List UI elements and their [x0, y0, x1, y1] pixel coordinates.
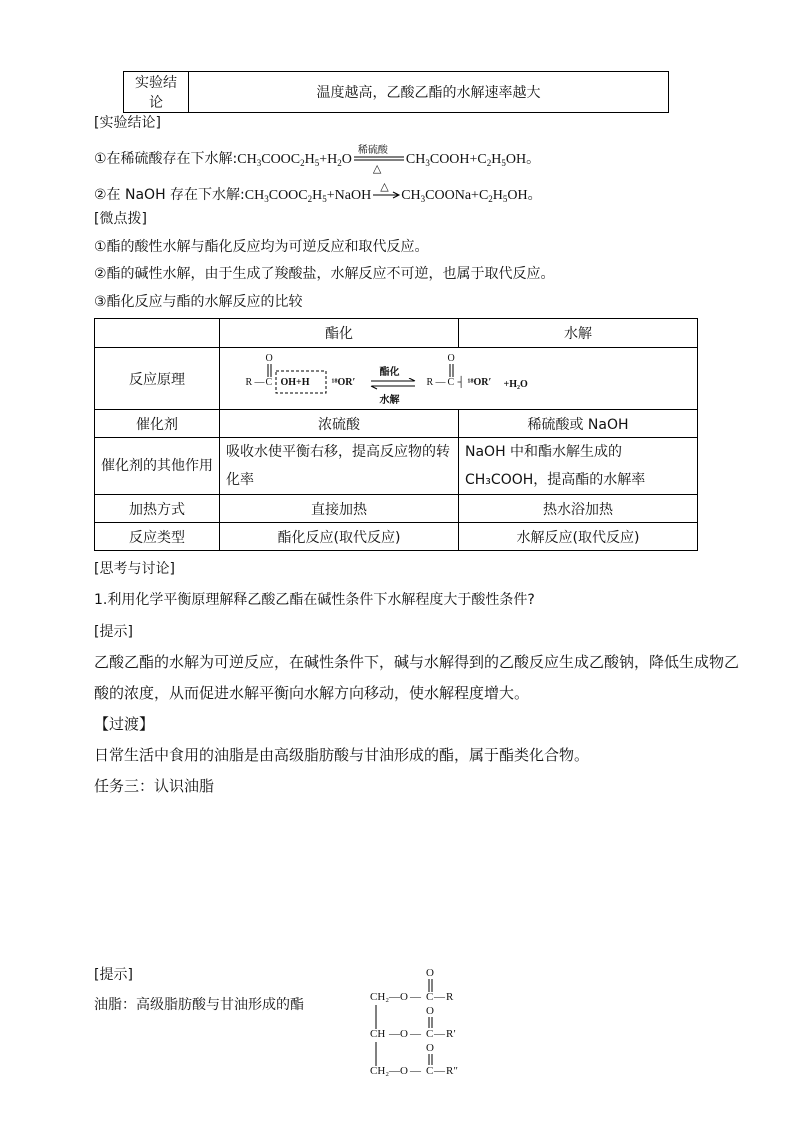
- ch-middle: CH: [370, 1028, 386, 1040]
- answer-line-2: 酸的浓度，从而促进水解平衡向水解方向移动，使水解程度增大。: [94, 684, 530, 702]
- scheme-left-or: ¹⁸OR′: [331, 376, 356, 388]
- tip-3: ③酯化反应与酯的水解反应的比较: [94, 294, 303, 310]
- header-hydrolysis: 水解: [459, 319, 698, 348]
- double-bond-icon: [446, 363, 458, 379]
- other-role-hydrolysis-line1: NaOH 中和酯水解生成的: [465, 444, 623, 460]
- other-role-esterification: 吸收水使平衡右移，提高反应物的转化率: [220, 438, 459, 495]
- fat-definition: 油脂：高级脂肪酸与甘油形成的酯: [94, 997, 304, 1013]
- tip-1: ①酯的酸性水解与酯化反应均为可逆反应和取代反应。: [94, 239, 429, 255]
- type-esterification: 酯化反应(取代反应): [220, 523, 459, 551]
- question-1: 1.利用化学平衡原理解释乙酸乙酯在碱性条件下水解程度大于酸性条件?: [94, 592, 535, 608]
- comparison-table: [94, 318, 698, 551]
- eq1-condition-bottom: △: [372, 162, 382, 175]
- scheme-right-c: C: [447, 376, 455, 388]
- eq2-arrow: [371, 180, 401, 205]
- bond-line-icon: [374, 1005, 378, 1029]
- scheme-right-o: O: [447, 352, 455, 364]
- task-3-title: 任务三：认识油脂: [94, 777, 215, 795]
- eq2-right: $CH_3COONa+C_2H_5OH$。: [401, 188, 542, 204]
- scheme-right-or: ¹⁸OR′: [467, 376, 492, 388]
- transition-text: 日常生活中食用的油脂是由高级脂肪酸与甘油形成的酯，属于酯类化合物。: [94, 746, 590, 764]
- ch2-bottom: CH₂: [370, 1065, 390, 1077]
- section-transition: 【过渡】: [94, 715, 155, 733]
- scheme-arrow-bottom: 水解: [379, 394, 400, 406]
- eq2-prefix: ②在 NaOH 存在下水解:: [94, 187, 245, 203]
- equilibrium-arrow-icon: [369, 378, 417, 390]
- tip-2: ②酯的碱性水解，由于生成了羧酸盐，水解反应不可逆，也属于取代反应。: [94, 266, 555, 282]
- r-group-1: R: [446, 991, 454, 1003]
- section-tips: [微点拨]: [94, 211, 147, 227]
- row-label-catalyst: 催化剂: [95, 410, 220, 438]
- heating-esterification: 直接加热: [220, 495, 459, 523]
- section-conclusion: [实验结论]: [94, 115, 161, 131]
- scheme-right-r: R: [426, 376, 434, 388]
- row-label-type: 反应类型: [95, 523, 220, 551]
- section-discussion: [思考与讨论]: [94, 561, 175, 577]
- other-role-hydrolysis: [459, 438, 698, 495]
- eq1-right: $CH_3COOH+C_2H_5OH$。: [405, 152, 541, 168]
- catalyst-hydrolysis: 稀硫酸或 NaOH: [459, 410, 698, 438]
- equation-acid-hydrolysis: [94, 145, 541, 175]
- scheme-oh-h: OH+H: [280, 376, 310, 388]
- equation-base-hydrolysis: [94, 180, 542, 206]
- type-hydrolysis: 水解反应(取代反应): [459, 523, 698, 551]
- conclusion-value: 温度越高，乙酸乙酯的水解速率越大: [189, 72, 669, 113]
- section-hint-2: [提示]: [94, 967, 133, 983]
- other-role-hydrolysis-line2: CH₃COOH，提高酯的水解率: [465, 472, 646, 488]
- reaction-scheme: R — C O OH+H ¹⁸OR′ 酯化 水解 R — C O ┤ ¹⁸OR′ +H₂O: [220, 348, 698, 410]
- table-corner: [95, 319, 220, 348]
- catalyst-esterification: 浓硫酸: [220, 410, 459, 438]
- eq1-prefix: ①在稀硫酸存在下水解:: [94, 151, 238, 167]
- scheme-arrow-top: 酯化: [379, 366, 400, 378]
- section-hint-1: [提示]: [94, 624, 133, 640]
- triglyceride-structure: O CH₂ — O — C — R O CH — O — C — R′ O CH₂ — O — C — R″: [370, 967, 458, 1077]
- row-label-heating: 加热方式: [95, 495, 220, 523]
- scheme-left-c: C: [265, 376, 273, 388]
- heating-hydrolysis: 热水浴加热: [459, 495, 698, 523]
- eq2-condition-top: △: [380, 180, 389, 193]
- answer-line-1: 乙酸乙酯的水解为可逆反应，在碱性条件下，碱与水解得到的乙酸反应生成乙酸钠，降低生成物乙: [94, 653, 740, 671]
- r-group-3: R″: [446, 1065, 458, 1077]
- r-group-2: R′: [446, 1028, 456, 1040]
- ch2-top: CH₂: [370, 991, 390, 1003]
- conclusion-table: [123, 71, 669, 113]
- row-label-other-role: 催化剂的其他作用: [95, 438, 220, 495]
- eq2-left: $CH_3COOC_2H_5+NaOH$: [244, 188, 372, 204]
- scheme-left-r: R: [245, 376, 253, 388]
- row-label-principle: 反应原理: [95, 348, 220, 410]
- conclusion-label: 实验结论: [124, 72, 189, 113]
- eq1-condition-top: 稀硫酸: [357, 145, 388, 156]
- eq1-double-arrow: [352, 145, 406, 175]
- right-arrow-icon: [371, 191, 401, 199]
- scheme-left-o: O: [265, 352, 273, 364]
- scheme-water: +H₂O: [503, 378, 528, 390]
- header-esterification: 酯化: [220, 319, 459, 348]
- bond-line-icon: [374, 1042, 378, 1066]
- eq1-left: $CH_3COOC_2H_5+H_2O$: [237, 152, 352, 168]
